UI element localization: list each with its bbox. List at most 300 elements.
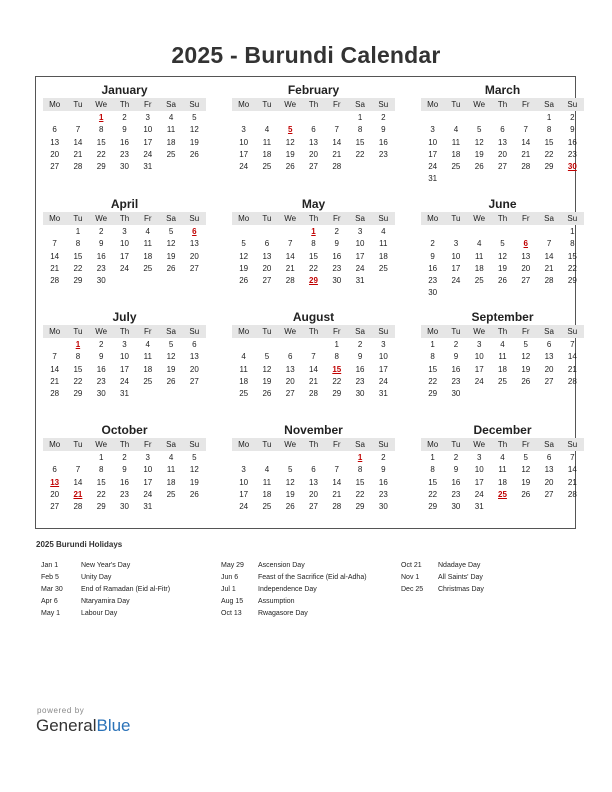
- weekday-label: Su: [567, 440, 578, 449]
- day-cell: 14: [50, 251, 60, 261]
- day-cell: 22: [428, 489, 438, 499]
- holiday-row: [41, 584, 170, 596]
- weekday-label: Th: [497, 214, 508, 223]
- day-cell: 23: [96, 376, 106, 386]
- empty-cell: [421, 226, 444, 238]
- day-cell: 3: [430, 125, 435, 135]
- day-cell: 8: [75, 239, 81, 249]
- day-cell: 6: [52, 465, 57, 475]
- day-cell: 4: [500, 453, 505, 462]
- empty-cell: [159, 161, 182, 173]
- day-cell: 18: [239, 376, 249, 386]
- generalblue-logo[interactable]: [36, 716, 131, 736]
- day-cell: 29: [332, 389, 342, 399]
- day-cell: 12: [239, 251, 249, 261]
- holiday-date: Jun 6: [221, 574, 239, 581]
- empty-cell: [468, 112, 491, 124]
- holiday-day: 30: [567, 162, 577, 172]
- day-cell: 10: [239, 137, 249, 147]
- day-cell: 27: [544, 376, 554, 386]
- weekday-label: Sa: [166, 327, 176, 336]
- empty-cell: [279, 112, 302, 124]
- day-cell: 28: [285, 276, 295, 286]
- day-cell: 28: [544, 276, 554, 286]
- weekday-label: Th: [497, 440, 508, 449]
- day-cell: 31: [378, 389, 388, 399]
- day-cell: 1: [430, 340, 435, 349]
- day-cell: 17: [239, 149, 249, 159]
- weekday-header: [421, 325, 584, 338]
- day-cell: 13: [189, 239, 199, 249]
- day-cell: 3: [381, 340, 386, 349]
- week-row: [421, 112, 584, 124]
- empty-cell: [255, 226, 278, 238]
- day-cell: 26: [262, 389, 272, 399]
- day-cell: 21: [285, 263, 295, 273]
- month-name: February: [287, 83, 340, 97]
- day-cell: 7: [75, 125, 81, 135]
- day-cell: 25: [378, 263, 388, 273]
- empty-cell: [279, 226, 302, 238]
- holiday-name: Unity Day: [81, 574, 112, 581]
- day-cell: 11: [451, 137, 461, 147]
- day-cell: 17: [378, 364, 388, 374]
- day-cell: 26: [285, 502, 295, 512]
- day-cell: 9: [453, 465, 459, 475]
- day-cell: 14: [285, 251, 295, 261]
- week-row: [421, 376, 584, 388]
- day-cell: 5: [523, 453, 528, 462]
- empty-cell: [372, 275, 395, 287]
- day-cell: 16: [378, 477, 388, 487]
- day-cell: 4: [476, 239, 482, 249]
- weekday-label: Th: [119, 440, 130, 449]
- week-row: [232, 161, 395, 173]
- holiday-day: 1: [75, 340, 81, 349]
- day-cell: 17: [239, 489, 249, 499]
- day-cell: 9: [334, 239, 339, 249]
- weekday-label: Tu: [262, 440, 272, 449]
- week-row: [43, 388, 206, 400]
- day-cell: 10: [474, 465, 484, 475]
- holiday-name: Ascension Day: [258, 562, 305, 569]
- day-cell: 18: [474, 263, 484, 273]
- day-cell: 20: [189, 364, 199, 374]
- day-cell: 6: [192, 340, 197, 349]
- day-cell: 16: [378, 137, 388, 147]
- day-cell: 22: [96, 149, 106, 159]
- week-row: [232, 477, 395, 489]
- month-april: [43, 196, 206, 287]
- week-row: [232, 464, 395, 476]
- weekday-label: Mo: [49, 440, 61, 449]
- day-cell: 12: [166, 239, 176, 249]
- weekday-header: [232, 438, 395, 451]
- weekday-label: Sa: [166, 440, 176, 449]
- day-cell: 1: [357, 113, 363, 122]
- day-cell: 16: [120, 137, 129, 147]
- weekday-label: Tu: [451, 100, 461, 109]
- day-cell: 28: [567, 489, 577, 499]
- day-cell: 22: [332, 376, 342, 386]
- week-row: [43, 364, 206, 376]
- empty-cell: [43, 112, 66, 124]
- day-cell: 22: [96, 489, 106, 499]
- day-cell: 27: [309, 502, 318, 512]
- day-cell: 7: [334, 465, 339, 475]
- day-cell: 30: [451, 502, 461, 512]
- day-cell: 14: [567, 352, 577, 362]
- weekday-label: Tu: [73, 214, 83, 223]
- week-row: [232, 364, 395, 376]
- weekday-label: Th: [119, 100, 130, 109]
- month-name: November: [284, 423, 343, 437]
- weekday-header: [43, 438, 206, 451]
- weekday-label: Su: [189, 100, 200, 109]
- day-cell: 20: [498, 149, 507, 159]
- day-cell: 23: [332, 263, 342, 273]
- weekday-label: Tu: [451, 440, 461, 449]
- week-row: [43, 226, 206, 238]
- day-cell: 17: [474, 477, 484, 487]
- weekday-header: [43, 98, 206, 111]
- weekday-header: [43, 325, 206, 338]
- day-cell: 30: [120, 502, 129, 512]
- weekday-label: Fr: [143, 327, 152, 336]
- day-cell: 16: [428, 263, 438, 273]
- weekday-label: Fr: [143, 440, 152, 449]
- holiday-row: [221, 584, 367, 596]
- day-cell: 3: [145, 453, 150, 462]
- weekday-label: Th: [308, 327, 319, 336]
- weekday-label: Th: [308, 440, 319, 449]
- day-cell: 23: [120, 149, 129, 159]
- day-cell: 2: [98, 227, 104, 236]
- day-cell: 5: [476, 125, 482, 135]
- day-cell: 19: [521, 364, 531, 374]
- week-row: [43, 464, 206, 476]
- day-cell: 12: [498, 251, 507, 261]
- empty-cell: [43, 452, 66, 464]
- weekday-label: Su: [378, 100, 389, 109]
- day-cell: 26: [166, 263, 176, 273]
- empty-cell: [468, 173, 491, 185]
- day-cell: 31: [143, 502, 153, 512]
- empty-cell: [232, 452, 255, 464]
- empty-cell: [468, 287, 491, 299]
- day-cell: 30: [96, 276, 106, 286]
- holiday-row: [221, 596, 367, 608]
- empty-cell: [514, 226, 537, 238]
- week-row: [421, 124, 584, 136]
- day-cell: 11: [166, 465, 176, 475]
- day-cell: 12: [521, 465, 531, 475]
- empty-cell: [468, 226, 491, 238]
- month-march: [421, 82, 584, 186]
- day-cell: 27: [544, 489, 554, 499]
- day-cell: 10: [474, 352, 484, 362]
- day-cell: 6: [311, 465, 316, 475]
- weekday-label: Mo: [238, 214, 250, 223]
- powered-by-text: powered by: [37, 706, 85, 715]
- holiday-row: [401, 572, 484, 584]
- day-cell: 19: [166, 251, 176, 261]
- day-cell: 24: [239, 162, 249, 172]
- week-row: [232, 339, 395, 351]
- weekday-label: Sa: [544, 327, 554, 336]
- holiday-row: [41, 608, 170, 620]
- day-cell: 3: [145, 113, 150, 122]
- brand-general: General: [36, 716, 97, 735]
- day-cell: 26: [474, 162, 484, 172]
- day-cell: 10: [428, 137, 438, 147]
- week-row: [421, 226, 584, 238]
- week-row: [232, 275, 395, 287]
- week-row: [43, 263, 206, 275]
- holiday-row: [401, 584, 484, 596]
- day-cell: 30: [120, 162, 129, 172]
- week-row: [232, 226, 395, 238]
- day-cell: 4: [145, 227, 150, 236]
- day-cell: 8: [98, 465, 104, 475]
- day-cell: 13: [498, 137, 507, 147]
- day-cell: 26: [189, 489, 199, 499]
- day-cell: 17: [428, 149, 438, 159]
- weekday-label: Su: [567, 100, 578, 109]
- day-cell: 10: [355, 239, 365, 249]
- holiday-row: [41, 596, 170, 608]
- day-cell: 17: [451, 263, 461, 273]
- weekday-label: Mo: [238, 100, 250, 109]
- day-cell: 30: [96, 389, 106, 399]
- day-cell: 25: [474, 276, 484, 286]
- day-cell: 16: [96, 251, 106, 261]
- empty-cell: [348, 161, 371, 173]
- day-cell: 7: [546, 239, 552, 249]
- empty-cell: [302, 339, 325, 351]
- day-cell: 12: [285, 137, 295, 147]
- weekday-label: Fr: [332, 327, 341, 336]
- day-cell: 6: [546, 340, 552, 349]
- day-cell: 19: [521, 477, 531, 487]
- day-cell: 29: [96, 162, 106, 172]
- day-cell: 7: [570, 340, 575, 349]
- day-cell: 9: [357, 352, 363, 362]
- day-cell: 9: [453, 352, 459, 362]
- week-row: [43, 489, 206, 501]
- day-cell: 3: [241, 125, 246, 135]
- week-row: [43, 351, 206, 363]
- day-cell: 12: [285, 477, 295, 487]
- empty-cell: [136, 275, 159, 287]
- day-cell: 2: [430, 239, 435, 249]
- holiday-row: [221, 572, 367, 584]
- day-cell: 28: [332, 162, 342, 172]
- holiday-date: Oct 21: [401, 562, 422, 569]
- day-cell: 15: [73, 364, 83, 374]
- day-cell: 15: [544, 137, 554, 147]
- weekday-label: We: [284, 100, 297, 109]
- week-row: [43, 124, 206, 136]
- day-cell: 5: [287, 465, 293, 475]
- empty-cell: [255, 112, 278, 124]
- day-cell: 7: [52, 352, 57, 362]
- day-cell: 17: [474, 364, 484, 374]
- week-row: [232, 388, 395, 400]
- day-cell: 5: [168, 340, 174, 349]
- holiday-date: Oct 13: [221, 610, 242, 617]
- day-cell: 8: [357, 465, 363, 475]
- day-cell: 11: [379, 239, 388, 249]
- week-row: [43, 452, 206, 464]
- week-row: [43, 477, 206, 489]
- day-cell: 21: [567, 477, 577, 487]
- day-cell: 29: [428, 389, 438, 399]
- day-cell: 3: [357, 227, 363, 236]
- day-cell: 18: [143, 364, 153, 374]
- weekday-label: Sa: [355, 100, 365, 109]
- day-cell: 22: [73, 263, 83, 273]
- holiday-day: 1: [357, 453, 363, 462]
- day-cell: 5: [264, 352, 270, 362]
- weekday-label: We: [284, 327, 297, 336]
- holiday-name: Rwagasore Day: [258, 610, 308, 617]
- day-cell: 18: [498, 477, 507, 487]
- weekday-label: Fr: [332, 100, 341, 109]
- day-cell: 31: [428, 174, 438, 184]
- holiday-day: 1: [311, 227, 316, 236]
- holiday-row: [41, 572, 170, 584]
- day-cell: 20: [521, 263, 531, 273]
- day-cell: 20: [544, 364, 554, 374]
- weekday-label: Th: [497, 100, 508, 109]
- weekday-label: Tu: [73, 440, 83, 449]
- day-cell: 9: [430, 251, 435, 261]
- day-cell: 26: [521, 489, 531, 499]
- day-cell: 17: [143, 477, 153, 487]
- holiday-day: 25: [498, 489, 507, 499]
- day-cell: 28: [567, 376, 577, 386]
- week-row: [421, 238, 584, 250]
- day-cell: 9: [381, 465, 386, 475]
- holiday-date: Mar 30: [41, 586, 63, 593]
- day-cell: 20: [309, 489, 318, 499]
- weekday-header: [232, 98, 395, 111]
- day-cell: 9: [122, 125, 127, 135]
- day-cell: 2: [381, 113, 386, 122]
- empty-cell: [491, 287, 514, 299]
- day-cell: 29: [96, 502, 106, 512]
- day-cell: 5: [192, 453, 197, 462]
- weekday-label: Sa: [544, 440, 554, 449]
- weekday-label: Mo: [238, 440, 250, 449]
- weekday-label: Th: [308, 214, 319, 223]
- day-cell: 6: [311, 125, 316, 135]
- day-cell: 19: [285, 489, 295, 499]
- day-cell: 24: [355, 263, 365, 273]
- holiday-date: Apr 6: [41, 598, 58, 605]
- day-cell: 26: [239, 276, 249, 286]
- holiday-name: Ntaryamira Day: [81, 598, 130, 605]
- day-cell: 7: [334, 125, 339, 135]
- day-cell: 1: [430, 453, 435, 462]
- day-cell: 9: [122, 465, 127, 475]
- day-cell: 28: [73, 162, 83, 172]
- empty-cell: [372, 161, 395, 173]
- day-cell: 31: [355, 276, 365, 286]
- day-cell: 27: [50, 502, 60, 512]
- day-cell: 26: [285, 162, 295, 172]
- weekday-label: Tu: [73, 327, 83, 336]
- day-cell: 6: [546, 453, 552, 462]
- day-cell: 22: [73, 376, 83, 386]
- week-row: [43, 112, 206, 124]
- weekday-label: Fr: [143, 100, 152, 109]
- day-cell: 19: [239, 263, 249, 273]
- day-cell: 4: [381, 227, 386, 236]
- empty-cell: [537, 287, 560, 299]
- week-row: [421, 477, 584, 489]
- day-cell: 24: [239, 502, 249, 512]
- day-cell: 23: [378, 149, 388, 159]
- day-cell: 18: [166, 137, 176, 147]
- day-cell: 19: [189, 477, 199, 487]
- day-cell: 27: [189, 263, 199, 273]
- day-cell: 6: [52, 125, 57, 135]
- weekday-label: Su: [189, 214, 200, 223]
- weekday-label: Th: [119, 327, 130, 336]
- week-row: [43, 238, 206, 250]
- empty-cell: [232, 339, 255, 351]
- day-cell: 16: [120, 477, 129, 487]
- week-row: [421, 263, 584, 275]
- holiday-name: All Saints' Day: [438, 574, 483, 581]
- holiday-name: New Year's Day: [81, 562, 131, 569]
- weekday-label: Mo: [427, 440, 439, 449]
- holiday-date: Jul 1: [221, 586, 236, 593]
- day-cell: 14: [567, 465, 577, 475]
- week-row: [421, 501, 584, 513]
- empty-cell: [159, 501, 182, 513]
- day-cell: 25: [143, 263, 153, 273]
- week-row: [43, 376, 206, 388]
- holiday-day: 29: [309, 276, 318, 286]
- empty-cell: [279, 339, 302, 351]
- holiday-column: [221, 560, 367, 620]
- weekday-label: Sa: [355, 440, 365, 449]
- weekday-label: Sa: [544, 214, 554, 223]
- day-cell: 23: [428, 276, 438, 286]
- day-cell: 8: [311, 239, 316, 249]
- weekday-label: Fr: [521, 100, 530, 109]
- holiday-date: May 1: [41, 610, 61, 617]
- day-cell: 15: [428, 364, 438, 374]
- day-cell: 29: [73, 389, 83, 399]
- week-row: [421, 161, 584, 173]
- day-cell: 18: [262, 149, 272, 159]
- weekday-label: Mo: [427, 214, 439, 223]
- month-july: [43, 309, 206, 400]
- weekday-label: Sa: [166, 214, 176, 223]
- day-cell: 8: [430, 352, 435, 362]
- holiday-day: 13: [50, 477, 60, 487]
- day-cell: 14: [50, 364, 60, 374]
- day-cell: 24: [451, 276, 461, 286]
- day-cell: 3: [122, 340, 127, 349]
- empty-cell: [183, 501, 206, 513]
- empty-cell: [491, 226, 514, 238]
- weekday-label: Tu: [262, 214, 272, 223]
